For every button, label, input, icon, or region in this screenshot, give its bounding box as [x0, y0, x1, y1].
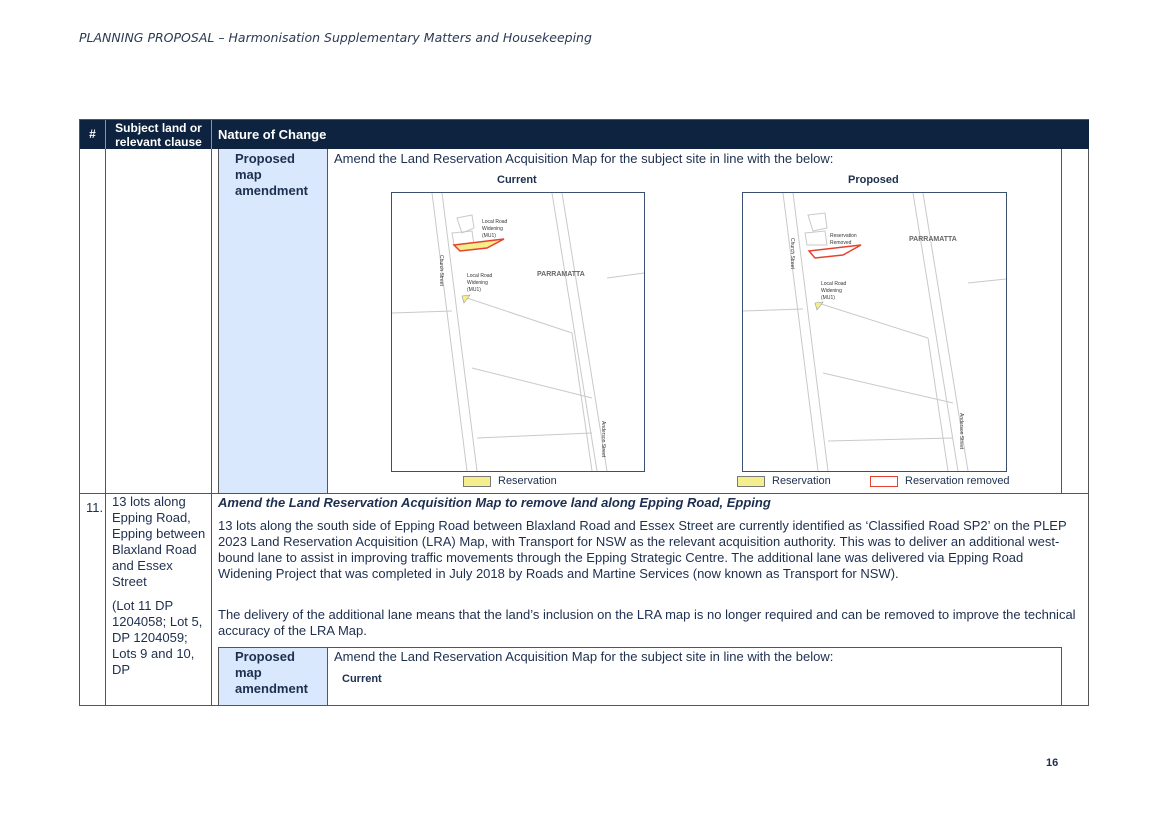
inner-divider: [327, 149, 328, 493]
map-street-label: Church Street: [789, 238, 795, 269]
legend-label: Reservation removed: [905, 475, 1010, 487]
change-paragraph-1: 13 lots along the south side of Epping Road between Blaxland Road and Essex Street are currently identified as ‘Classified Road SP2’ on the PLEP 2023 Land Reservation Acquisition (LRA) Map, with Transport for NSW as the relevant acquisition authority. This was to deliver an additional west-bound lane to assist in improving traffic movements through the Epping Strategic Centre. The additional lane was delivered via Epping Road Widening Project that was completed in July 2018 by Roads and Martine Services (now known as Transport for NSW).: [218, 518, 1067, 581]
legend-reservation-removed: [870, 475, 1010, 487]
proposed-map-label-row11: Proposed map amendment: [235, 649, 308, 696]
legend-swatch-reservation: [463, 476, 491, 487]
legend-reservation-proposed: [737, 475, 831, 487]
inner-divider: [1061, 647, 1062, 706]
map-suburb-label: PARRAMATTA: [909, 236, 957, 243]
inner-divider: [327, 647, 328, 706]
map-current-title-row11: Current: [342, 673, 382, 685]
map-label: (MU1): [482, 233, 496, 239]
proposed-map-graphic: [743, 193, 1006, 471]
map-label: Widening: [467, 280, 488, 286]
inner-divider: [218, 705, 1062, 706]
proposed-map-text-row11: Amend the Land Reservation Acquisition Map for the subject site in line with the below:: [334, 649, 834, 664]
page-number: 16: [1046, 757, 1059, 769]
proposed-map-label-cell: [219, 149, 327, 493]
map-street-label: Anderson Street: [600, 421, 606, 458]
map-label: Widening: [821, 288, 842, 294]
map-street-label: Anderson Street: [958, 413, 964, 450]
proposed-lra-map: [742, 192, 1007, 472]
column-header-number: #: [80, 120, 106, 149]
legend-swatch-reservation: [737, 476, 765, 487]
column-header-nature: Nature of Change: [218, 127, 327, 142]
row-number: 11.: [86, 500, 104, 515]
legend-swatch-removed: [870, 476, 898, 487]
current-map-graphic: [392, 193, 644, 471]
table-header-row: [80, 120, 1089, 149]
column-divider: [105, 149, 106, 706]
proposed-map-label: Proposed map amendment: [235, 151, 308, 198]
map-suburb-label: PARRAMATTA: [537, 271, 585, 278]
subject-lot-text: (Lot 11 DP 1204058; Lot 5, DP 1204059; Lots 9 and 10, DP: [112, 598, 203, 677]
change-paragraph-2: The delivery of the additional lane means that the land’s inclusion on the LRA map is no longer required and can be removed to improve the technical accuracy of the LRA Map.: [218, 607, 1076, 638]
legend-label: Reservation: [498, 475, 557, 487]
inner-divider: [1061, 149, 1062, 493]
map-label: Local Road: [482, 219, 508, 225]
column-divider: [211, 149, 212, 706]
document-header: PLANNING PROPOSAL – Harmonisation Supplementary Matters and Housekeeping: [79, 30, 592, 45]
legend-reservation-current: [463, 475, 557, 487]
row-divider: [80, 493, 1089, 494]
map-label: Local Road: [821, 281, 847, 287]
proposed-map-text: Amend the Land Reservation Acquisition Map for the subject site in line with the below:: [334, 151, 834, 166]
current-lra-map: [391, 192, 645, 472]
inner-divider: [218, 647, 1062, 648]
map-street-label: Church Street: [438, 255, 444, 286]
row-subject-land: [112, 494, 208, 686]
map-label: Local Road: [467, 273, 493, 279]
map-label: (MU1): [467, 287, 481, 293]
column-header-subject: Subject land or relevant clause: [106, 120, 212, 149]
map-proposed-title: Proposed: [848, 174, 899, 186]
map-label: Widening: [482, 226, 503, 232]
change-heading: Amend the Land Reservation Acquisition Map to remove land along Epping Road, Epping: [218, 495, 771, 510]
map-label: Removed: [830, 240, 852, 246]
map-label: (MU1): [821, 295, 835, 301]
map-current-title: Current: [497, 174, 537, 186]
map-label: Reservation: [830, 233, 857, 239]
subject-text: 13 lots along Epping Road, Epping between Blaxland Road and Essex Street: [112, 494, 206, 589]
legend-label: Reservation: [772, 475, 831, 487]
